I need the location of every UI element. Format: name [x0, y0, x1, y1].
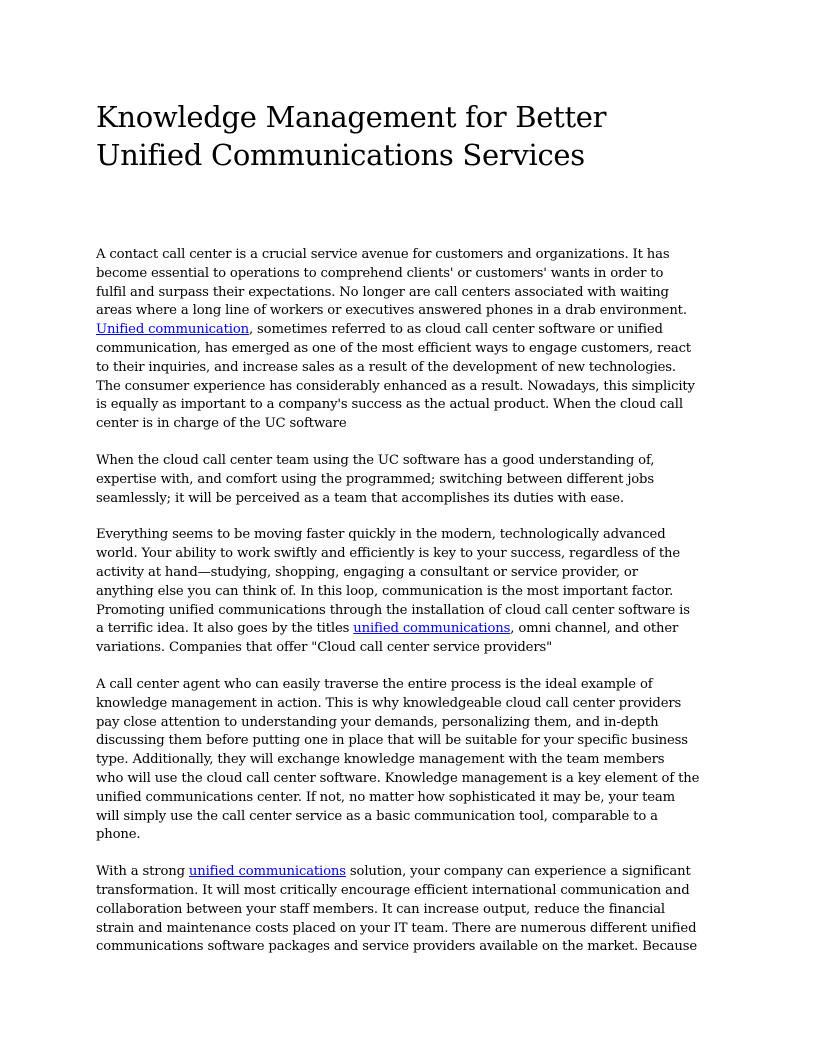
text-line: Everything seems to be moving faster quickly in the modern, technologically advanced	[96, 527, 666, 543]
text-line: type. Additionally, they will exchange knowledge management with the team members	[96, 752, 665, 768]
text-line: transformation. It will most critically encourage efficient international communication and	[96, 882, 690, 898]
text-line: is equally as important to a company's success as the actual product. When the cloud call	[96, 397, 683, 413]
text-segment: With a strong	[96, 864, 189, 880]
text-line: communications software packages and service providers available on the market. Because	[96, 939, 698, 955]
paragraph	[96, 676, 720, 845]
text-line: communication, has emerged as one of the most efficient ways to engage customers, react	[96, 340, 691, 356]
text-line: world. Your ability to work swiftly and efficiently is key to your success, regardless of the	[96, 546, 681, 562]
text-line	[96, 321, 720, 340]
text-line: Promoting unified communications through the installation of cloud call center software is	[96, 602, 690, 618]
document-title	[96, 98, 720, 174]
text-line: become essential to operations to comprehend clients' or customers' wants in order to	[96, 265, 664, 281]
text-line	[96, 863, 720, 882]
text-line: A contact call center is a crucial service avenue for customers and organizations. It has	[96, 247, 670, 262]
text-line	[96, 620, 720, 639]
text-line: phone.	[96, 827, 141, 843]
document-body	[96, 246, 720, 957]
text-line: who will use the cloud call center software. Knowledge management is a key element of the	[96, 770, 700, 786]
paragraph	[96, 452, 720, 508]
text-line: The consumer experience has considerably enhanced as a result. Nowadays, this simplicity	[96, 378, 695, 394]
text-line: activity at hand—studying, shopping, engaging a consultant or service provider, or	[96, 564, 638, 580]
title-line-2: Unified Communications Services	[96, 138, 585, 172]
text-line: collaboration between your staff members. It can increase output, reduce the financial	[96, 901, 665, 917]
text-line: center is in charge of the UC software	[96, 416, 347, 432]
text-line: fulfil and surpass their expectations. No longer are call centers associated with waiting	[96, 284, 669, 300]
text-line: knowledge management in action. This is why knowledgeable cloud call center providers	[96, 695, 682, 711]
text-line: unified communications center. If not, no matter how sophisticated it may be, your team	[96, 789, 675, 805]
title-line-1: Knowledge Management for Better	[96, 100, 607, 134]
text-line: expertise with, and comfort using the programmed; switching between different jobs	[96, 471, 654, 487]
text-line: pay close attention to understanding your demands, personalizing them, and in-depth	[96, 714, 659, 730]
paragraph	[96, 526, 720, 658]
text-line: areas where a long line of workers or executives answered phones in a drab environment.	[96, 303, 687, 319]
text-line: A call center agent who can easily traverse the entire process is the ideal example of	[96, 676, 653, 692]
document-page	[96, 98, 720, 975]
text-line: to their inquiries, and increase sales as a result of the development of new technologies.	[96, 359, 676, 375]
text-segment: , omni channel, and other	[510, 621, 679, 637]
text-line: anything else you can think of. In this loop, communication is the most important factor.	[96, 583, 674, 599]
unified-communications-link[interactable]: unified communications	[353, 621, 511, 637]
text-line: will simply use the call center service as a basic communication tool, comparable to a	[96, 808, 658, 824]
unified-communications-link[interactable]: unified communications	[188, 864, 346, 880]
text-line: discussing them before putting one in place that will be suitable for your specific business	[96, 733, 688, 749]
text-line: seamlessly; it will be perceived as a team that accomplishes its duties with ease.	[96, 490, 624, 506]
paragraph	[96, 863, 720, 957]
text-segment: a terrific idea. It also goes by the titles	[96, 621, 354, 637]
unified-communications-link[interactable]: Unified communication	[96, 322, 249, 338]
text-line: strain and maintenance costs placed on your IT team. There are numerous different unified	[96, 920, 697, 936]
text-segment: , sometimes referred to as cloud call center software or unified	[248, 322, 663, 338]
text-line: When the cloud call center team using the UC software has a good understanding of,	[96, 452, 655, 468]
text-segment: solution, your company can experience a significant	[345, 864, 691, 880]
text-line: variations. Companies that offer "Cloud call center service providers"	[96, 640, 553, 656]
paragraph	[96, 246, 720, 434]
